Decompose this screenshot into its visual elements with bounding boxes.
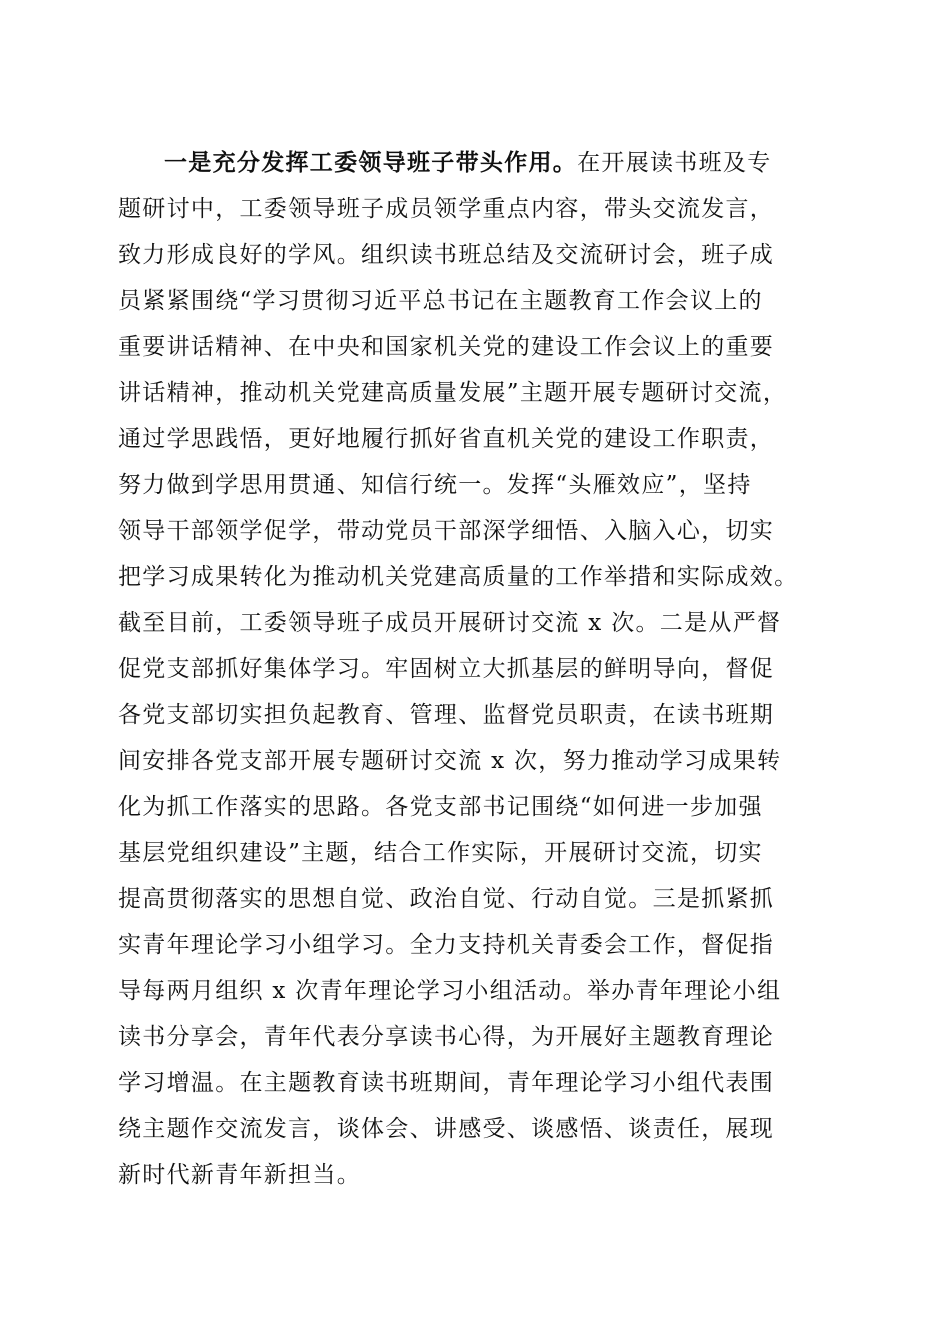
text-line: 把学习成果转化为推动机关党建高质量的工作举措和实际成效。 xyxy=(118,564,799,590)
text-line: 重要讲话精神、在中央和国家机关党的建设工作会议上的重要 xyxy=(118,334,775,360)
text-line: 讲话精神，推动机关党建高质量发展”主题开展专题研讨交流， xyxy=(118,380,788,406)
text-line: 截至目前，工委领导班子成员开展研讨交流 x 次。二是从严督 xyxy=(118,610,782,636)
text-line: 员紧紧围绕“学习贯彻习近平总书记在主题教育工作会议上的 xyxy=(118,288,763,314)
text-line: 实青年理论学习小组学习。全力支持机关青委会工作，督促指 xyxy=(118,932,775,958)
text-line: 绕主题作交流发言，谈体会、讲感受、谈感悟、谈责任，展现 xyxy=(118,1116,775,1142)
text-line: 各党支部切实担负起教育、管理、监督党员职责，在读书班期 xyxy=(118,702,775,728)
text-line: 基层党组织建设”主题，结合工作实际，开展研讨交流，切实 xyxy=(118,840,763,866)
text-line: 化为抓工作落实的思路。各党支部书记围绕“如何进一步加强 xyxy=(118,794,763,820)
text-line: 努力做到学思用贯通、知信行统一。发挥“头雁效应”，坚持 xyxy=(118,472,752,498)
text-line: 导每两月组织 x 次青年理论学习小组活动。举办青年理论小组 xyxy=(118,978,782,1004)
first-line-rest: 在开展读书班及专 xyxy=(577,150,772,176)
text-line: 致力形成良好的学风。组织读书班总结及交流研讨会，班子成 xyxy=(118,242,775,268)
text-line: 提高贯彻落实的思想自觉、政治自觉、行动自觉。三是抓紧抓 xyxy=(118,886,775,912)
text-line: 促党支部抓好集体学习。牢固树立大抓基层的鲜明导向，督促 xyxy=(118,656,775,682)
document-body xyxy=(118,140,838,1198)
text-line: 新时代新青年新担当。 xyxy=(118,1162,361,1188)
text-line: 领导干部领学促学，带动党员干部深学细悟、入脑入心，切实 xyxy=(118,518,775,544)
paragraph-first-line xyxy=(118,140,838,186)
text-line: 通过学思践悟，更好地履行抓好省直机关党的建设工作职责， xyxy=(118,426,775,452)
text-line: 题研讨中，工委领导班子成员领学重点内容，带头交流发言， xyxy=(118,196,775,222)
text-line: 间安排各党支部开展专题研讨交流 x 次，努力推动学习成果转 xyxy=(118,748,782,774)
lead-phrase: 一是充分发挥工委领导班子带头作用。 xyxy=(164,149,578,176)
text-line: 学习增温。在主题教育读书班期间，青年理论学习小组代表围 xyxy=(118,1070,775,1096)
text-line: 读书分享会，青年代表分享读书心得，为开展好主题教育理论 xyxy=(118,1024,775,1050)
